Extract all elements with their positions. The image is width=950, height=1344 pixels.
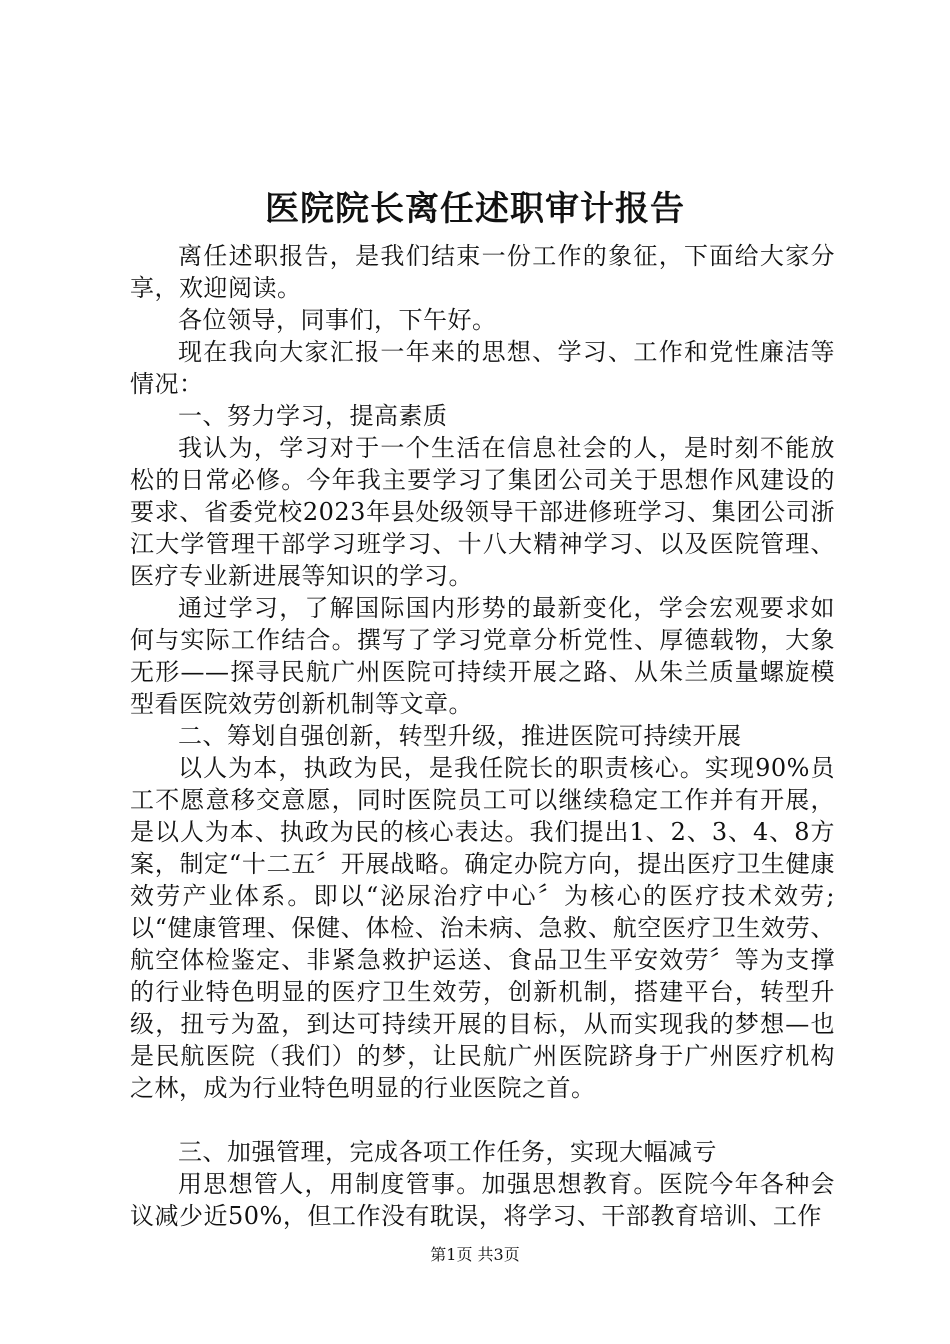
section-heading-1: 一、努力学习，提高素质 [178,402,448,430]
section-heading-2: 二、筹划自强创新，转型升级，推进医院可持续开展 [178,722,742,750]
report-intro-paragraph: 现在我向大家汇报一年来的思想、学习、工作和党性廉洁等情况： [130,338,835,398]
intro-paragraph: 离任述职报告，是我们结束一份工作的象征，下面给大家分享，欢迎阅读。 [130,242,835,302]
section-2-paragraph-1: 以人为本，执政为民，是我任院长的职责核心。实现90%员工不愿意移交意愿，同时医院员工可以继续稳定工作并有开展，是以人为本、执政为民的核心表达。我们提出1、2、3、4、8方案，制定“十二五〞开展战略。确定办院方向，提出医疗卫生健康效劳产业体系。即以“泌尿治疗中心〞为核心的医疗技术效劳;以“健康管理、保健、体检、治未病、急救、航空医疗卫生效劳、航空体检鉴定、非紧急救护运送、食品卫生平安效劳〞等为支撑的行业特色明显的医疗卫生效劳，创新机制，搭建平台，转型升级，扭亏为盈，到达可持续开展的目标，从而实现我的梦想—也是民航医院（我们）的梦，让民航广州医院跻身于广州医疗机构之林，成为行业特色明显的行业医院之首。 [130,754,835,1102]
document-title: 医院院长离任述职审计报告 [265,189,685,229]
page-footer: 第1页 共3页 [430,1245,520,1264]
section-1-paragraph-2: 通过学习，了解国际国内形势的最新变化，学会宏观要求如何与实际工作结合。撰写了学习党章分析党性、厚德载物，大象无形——探寻民航广州医院可持续开展之路、从朱兰质量螺旋模型看医院效劳创新机制等文章。 [130,594,835,718]
section-heading-3: 三、加强管理，完成各项工作任务，实现大幅减亏 [178,1138,717,1166]
document-body [130,240,835,1232]
greeting-paragraph: 各位领导，同事们，下午好。 [178,306,497,334]
section-1-paragraph-1: 我认为，学习对于一个生活在信息社会的人，是时刻不能放松的日常必修。今年我主要学习了集团公司关于思想作风建设的要求、省委党校2023年县处级领导干部进修班学习、集团公司浙江大学管理干部学习班学习、十八大精神学习、以及医院管理、医疗专业新进展等知识的学习。 [130,434,835,590]
section-3-paragraph-1: 用思想管人，用制度管事。加强思想教育。医院今年各种会议减少近50%，但工作没有耽误，将学习、干部教育培训、工作 [130,1170,835,1230]
